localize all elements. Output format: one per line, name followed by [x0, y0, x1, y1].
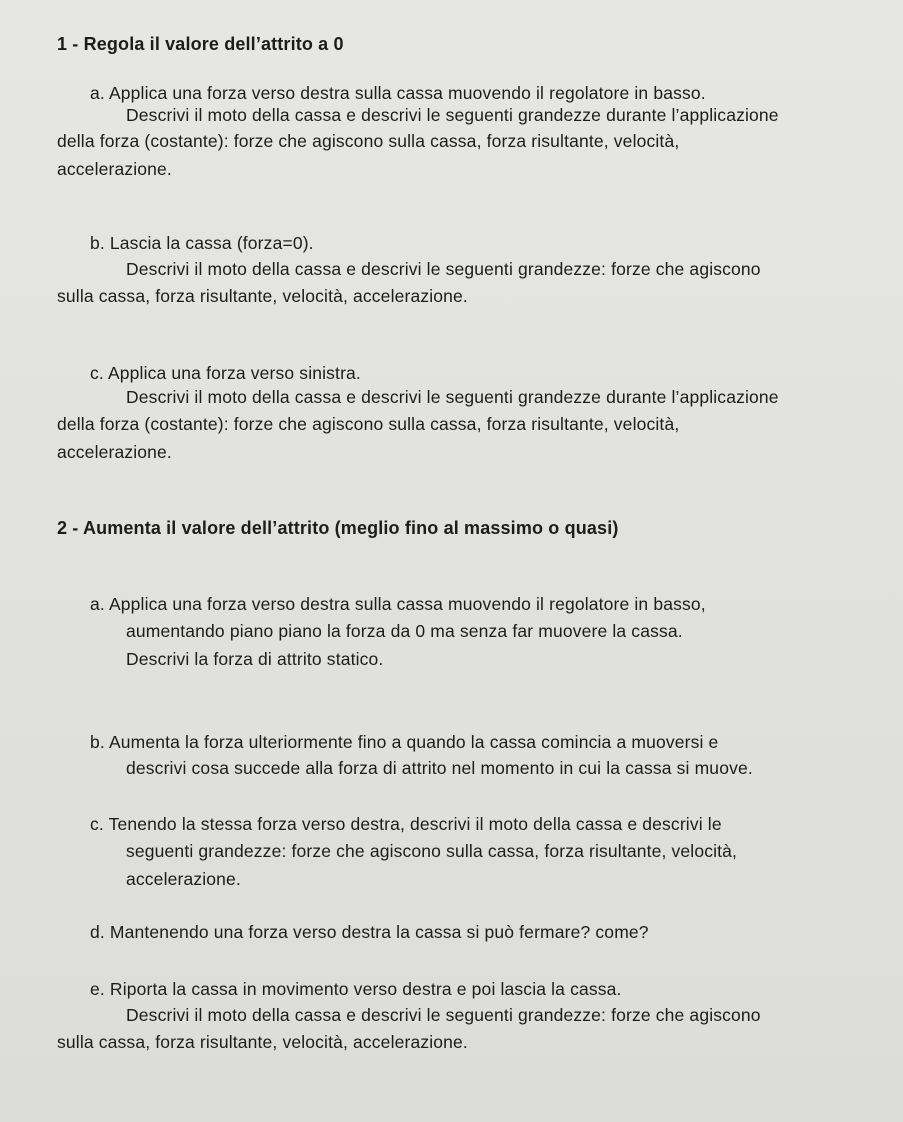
item-1b-line-2: Descrivi il moto della cassa e descrivi le seguenti grandezze: forze che agiscono: [126, 259, 761, 279]
item-1c-line-2: Descrivi il moto della cassa e descrivi le seguenti grandezze durante l’applicazione: [126, 387, 779, 407]
item-2b-line-2: descrivi cosa succede alla forza di attrito nel momento in cui la cassa si muove.: [126, 758, 753, 778]
item-2a-line-2: aumentando piano piano la forza da 0 ma senza far muovere la cassa.: [126, 621, 683, 641]
item-1a-line-3: della forza (costante): forze che agiscono sulla cassa, forza risultante, velocità,: [57, 131, 680, 151]
item-1a-line-2: Descrivi il moto della cassa e descrivi le seguenti grandezze durante l’applicazione: [126, 105, 779, 125]
item-2c-line-2: seguenti grandezze: forze che agiscono sulla cassa, forza risultante, velocità,: [126, 841, 738, 861]
item-1a-line-4: accelerazione.: [57, 159, 172, 179]
item-2e-line-1: e. Riporta la cassa in movimento verso destra e poi lascia la cassa.: [90, 979, 622, 999]
item-2d-line-1: d. Mantenendo una forza verso destra la cassa si può fermare? come?: [90, 922, 649, 942]
item-1b-line-3: sulla cassa, forza risultante, velocità, accelerazione.: [57, 286, 468, 306]
item-1a-line-1: a. Applica una forza verso destra sulla cassa muovendo il regolatore in basso.: [90, 83, 706, 103]
item-2a-line-3: Descrivi la forza di attrito statico.: [126, 649, 384, 669]
item-1b-line-1: b. Lascia la cassa (forza=0).: [90, 233, 314, 253]
item-1c-line-4: accelerazione.: [57, 442, 172, 462]
item-2e-line-2: Descrivi il moto della cassa e descrivi le seguenti grandezze: forze che agiscono: [126, 1005, 761, 1025]
item-2a-line-1: a. Applica una forza verso destra sulla cassa muovendo il regolatore in basso,: [90, 594, 706, 614]
section-2-heading: 2 - Aumenta il valore dell’attrito (meglio fino al massimo o quasi): [57, 518, 619, 538]
item-2c-line-1: c. Tenendo la stessa forza verso destra, descrivi il moto della cassa e descrivi le: [90, 814, 722, 834]
item-1c-line-1: c. Applica una forza verso sinistra.: [90, 363, 361, 383]
item-2b-line-1: b. Aumenta la forza ulteriormente fino a quando la cassa comincia a muoversi e: [90, 732, 719, 752]
item-2c-line-3: accelerazione.: [126, 869, 241, 889]
section-1-heading: 1 - Regola il valore dell’attrito a 0: [57, 34, 344, 54]
item-2e-line-3: sulla cassa, forza risultante, velocità, accelerazione.: [57, 1032, 468, 1052]
item-1c-line-3: della forza (costante): forze che agiscono sulla cassa, forza risultante, velocità,: [57, 414, 680, 434]
